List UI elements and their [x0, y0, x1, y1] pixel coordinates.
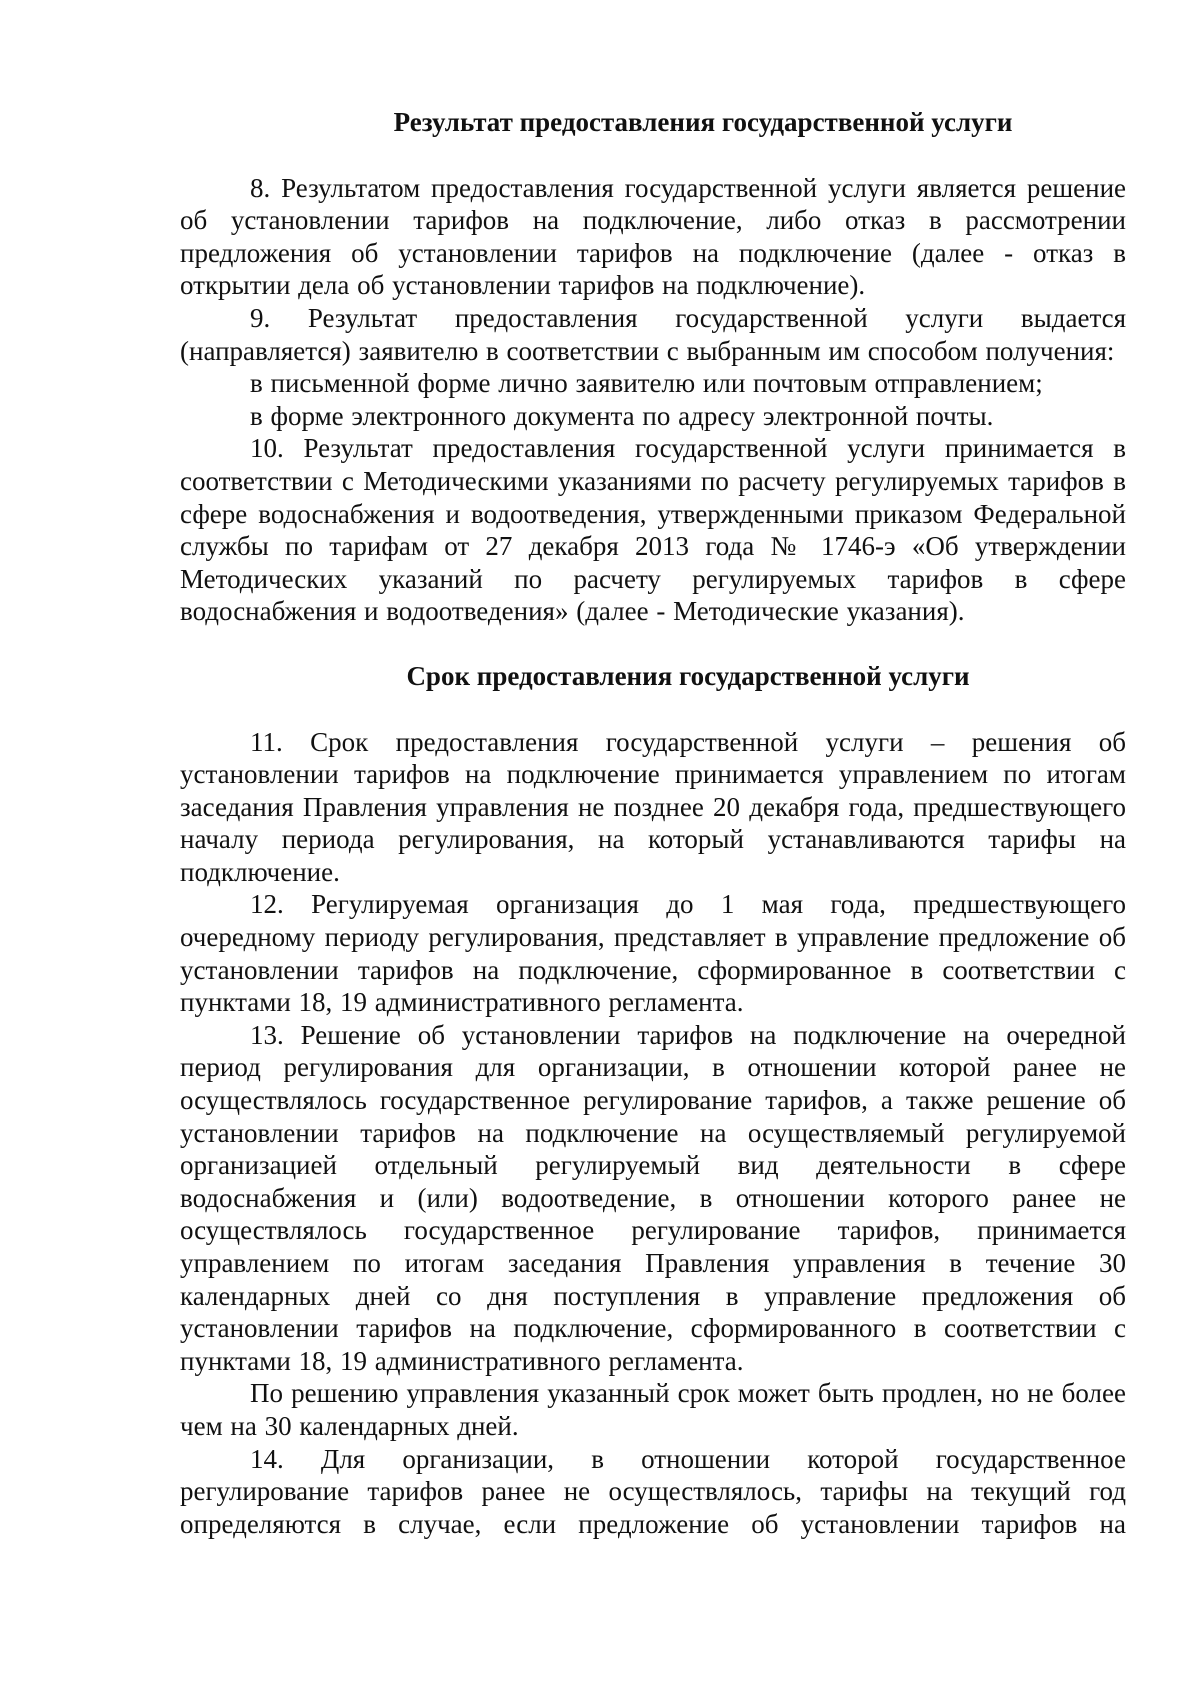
section-title-result: Результат предоставления государственной услуги — [393, 107, 1013, 137]
paragraph-10: 10. Результат предоставления государственной услуги принимается в соответствии с Методическими указаниями по расчету регулируемых тарифов в сфере водоснабжения и водоотведения, утвержденными приказом Федеральной службы по тарифам от 27 декабря 2013 года № 1746-э «Об утверждении Методических указаний по расчету регулируемых тарифов в сфере водоснабжения и водоотведения» (далее - Методические указания). — [180, 433, 1126, 627]
paragraph-8: 8. Результатом предоставления государственной услуги является решение об установлении тарифов на подключение, либо отказ в рассмотрении предложения об установлении тарифов на подключение (далее - отказ в открытии дела об установлении тарифов на подключение). — [180, 172, 1126, 301]
paragraph-11: 11. Срок предоставления государственной услуги – решения об установлении тарифов на подключение принимается управлением по итогам заседания Правления управления не позднее 20 декабря года, предшествующего началу периода регулирования, на который устанавливаются тарифы на подключение. — [180, 726, 1126, 887]
spacer — [180, 139, 1126, 172]
paragraph-9-item-written: в письменной форме лично заявителю или почтовым отправлением; — [250, 368, 1043, 399]
paragraph-14: 14. Для организации, в отношении которой государственное регулирование тарифов ранее не осуществлялось, тарифы на текущий год определяются в случае, если предложение об установлении тарифов на — [180, 1443, 1126, 1539]
paragraph-13: 13. Решение об установлении тарифов на подключение на очередной период регулирования для организации, в отношении которой ранее не осуществлялось государственное регулирование тарифов, а также решение об установлении тарифов на подключение на осуществляемый регулируемой организацией отдельный регулируемый вид деятельности в сфере водоснабжения и (или) водоотведение, в отношении которого ранее не осуществлялось государственное регулирование тарифов, принимается управлением по итогам заседания Правления управления в течение 30 календарных дней со дня поступления в управление предложения об установлении тарифов на подключение, сформированного в соответствии с пунктами 18, 19 административного регламента. — [180, 1019, 1126, 1376]
spacer — [180, 693, 1126, 726]
spacer — [180, 628, 1126, 660]
paragraph-12: 12. Регулируемая организация до 1 мая года, предшествующего очередному периоду регулирования, представляет в управление предложение об установлении тарифов на подключение, сформированное в соответствии с пунктами 18, 19 административного регламента. — [180, 889, 1126, 1018]
document-page — [180, 106, 1126, 1540]
paragraph-9-item-electronic: в форме электронного документа по адресу электронной почты. — [250, 400, 994, 431]
section-title-term: Срок предоставления государственной услуги — [406, 660, 970, 691]
paragraph-13-extension: По решению управления указанный срок может быть продлен, но не более чем на 30 календарных дней. — [180, 1378, 1126, 1441]
paragraph-9: 9. Результат предоставления государственной услуги выдается (направляется) заявителю в соответствии с выбранным им способом получения: — [180, 302, 1126, 366]
